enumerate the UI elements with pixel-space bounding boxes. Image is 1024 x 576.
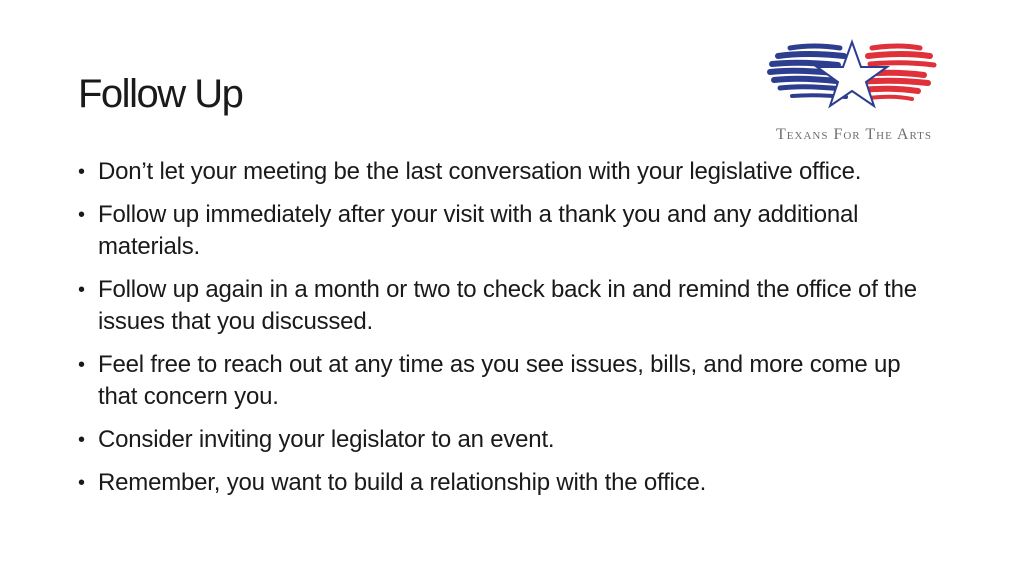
bullet-icon: • (78, 354, 85, 376)
bullet-item (78, 199, 928, 263)
bullet-text: Remember, you want to build a relationship with the office. (98, 469, 707, 496)
bullet-item (78, 467, 928, 499)
bullet-item (78, 349, 928, 413)
slide-title: Follow Up (78, 72, 243, 116)
logo-text: Texans For The Arts (776, 126, 932, 143)
bullet-text: Don’t let your meeting be the last conversation with your legislative office. (98, 158, 862, 185)
bullet-text: Follow up immediately after your visit with a thank you and any additional materials. (98, 201, 859, 260)
bullet-icon: • (78, 429, 85, 451)
bullet-item (78, 424, 928, 456)
bullet-text: Feel free to reach out at any time as you see issues, bills, and more come up that concern you. (98, 351, 901, 410)
bullet-text: Consider inviting your legislator to an event. (98, 426, 555, 453)
bullet-text: Follow up again in a month or two to check back in and remind the office of the issues that you discussed. (98, 276, 917, 335)
bullet-item (78, 274, 928, 338)
bullet-icon: • (78, 161, 85, 183)
bullet-item (78, 156, 928, 188)
bullet-list (78, 156, 928, 510)
bullet-icon: • (78, 472, 85, 494)
bullet-icon: • (78, 204, 85, 226)
texas-flag-star-icon (744, 34, 964, 124)
texans-for-the-arts-logo (744, 34, 964, 146)
bullet-icon: • (78, 279, 85, 301)
